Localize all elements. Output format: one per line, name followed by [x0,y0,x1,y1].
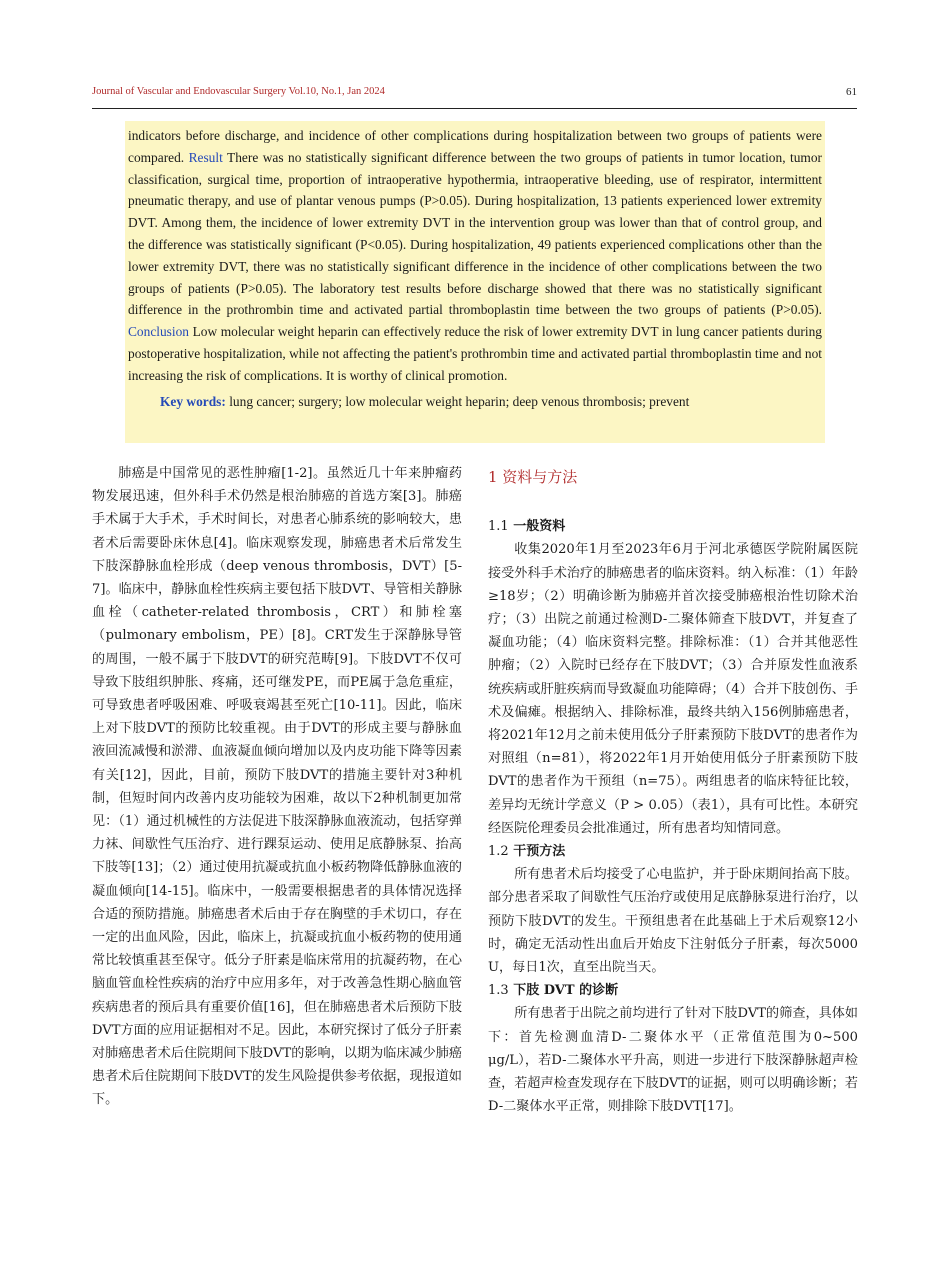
right-column [488,462,858,1118]
result-label: Result [188,149,223,165]
subsection-1-1-title: 一般资料 [513,519,566,535]
section-title-methods: 1 资料与方法 [488,468,578,486]
subsection-1-1-heading [488,515,858,538]
subsection-1-3-number: 1.3 [488,983,509,999]
result-text: There was no statistically significant difference between the two groups of patients in tumor location, tumor classification, surgical time, proportion of intraoperative hypothermia, intraoperative bleeding, use of respirator, intermittent pneumatic therapy, and use of plantar venous pumps (P>0.05). During hospitalization, 13 patients experienced lower extremity DVT. Among them, the incidence of lower extremity DVT in the intervention group was lower than that of control group, and the difference was statistically significant (P<0.05). During hospitalization, 49 patients experienced complications other than the lower extremity DVT, there was no statistically significant difference in the incidence of other complications between the two groups of patients (P>0.05). The laboratory test results before discharge showed that there was no statistically significant difference in the prothrombin time and activated partial thromboplastin time between the two groups of patients (P>0.05). [128,149,822,318]
page-number: 61 [846,86,857,98]
subsection-1-2-heading [488,840,858,863]
subsection-1-3-title: 下肢 DVT 的诊断 [513,983,619,999]
subsection-1-3-heading [488,979,858,1002]
intro-paragraph: 肺癌是中国常见的恶性肿瘤[1-2]。虽然近几十年来肿瘤药物发展迅速，但外科手术仍然是根治肺癌的首选方案[3]。肺癌手术属于大手术，手术时间长，对患者心肺系统的影响较大，患者术后需要卧床休息[4]。临床观察发现，肺癌患者术后常发生下肢深静脉血栓形成（deep venous thrombosis，DVT）[5-7]。临床中，静脉血栓性疾病主要包括下肢DVT、导管相关静脉血栓（catheter-related thrombosis，CRT）和肺栓塞（pulmonary embolism，PE）[8]。CRT发生于深静脉导管的周围，一般不属于下肢DVT的研究范畴[9]。下肢DVT不仅可导致下肢组织肿胀、疼痛，还可继发PE，而PE属于急危重症，可导致患者呼吸困难、呼吸衰竭甚至死亡[10-11]。因此，临床上对下肢DVT的预防比较重视。由于DVT的形成主要与静脉血液回流减慢和淤滞、血液凝血倾向增加以及内皮功能下降等因素有关[12]，因此，目前，预防下肢DVT的措施主要针对3种机制，但短时间内改善内皮功能较为困难，故以下2种机制更加常见：（1）通过机械性的方法促进下肢深静脉血液流动，包括穿弹力袜、间歇性气压治疗、进行踝泵运动、使用足底静脉泵、抬高下肢等[13]；（2）通过使用抗凝或抗血小板药物降低静脉血液的凝血倾向[14-15]。临床中，一般需要根据患者的具体情况选择合适的预防措施。肺癌患者术后由于存在胸壁的手术切口，存在一定的出血风险，因此，临床上，抗凝或抗血小板药物的使用通常比较慎重甚至保守。低分子肝素是临床常用的抗凝药物，在心脑血管血栓性疾病的治疗中应用多年，对于改善急性期心脑血管疾病患者的预后具有重要价值[16]，但在肺癌患者术后预防下肢DVT方面的应用证据相对不足。因此，本研究探讨了低分子肝素对肺癌患者术后住院期间下肢DVT的影响，以期为临床减少肺癌患者术后住院期间下肢DVT的发生风险提供参考依据，现报道如下。 [92,466,462,1108]
abstract-methods-tail: indicators before discharge, and incidence of other complications during hospitalization between two groups of patients were compared. [128,128,822,165]
conclusion-text: Low molecular weight heparin can effectively reduce the risk of lower extremity DVT in lung cancer patients during postoperative hospitalization, while not affecting the patient's prothrombin time and activated partial thromboplastin time and not increasing the risk of complications. It is worthy of clinical promotion. [128,324,822,383]
keywords-label: Key words: [160,393,226,409]
subsection-1-2-text: 所有患者术后均接受了心电监护，并于卧床期间抬高下肢。部分患者采取了间歇性气压治疗或使用足底静脉泵进行治疗，以预防下肢DVT的发生。干预组患者在此基础上于术后观察12小时，确定无活动性出血后开始皮下注射低分子肝素，每次5000 U，每日1次，直至出院当天。 [488,867,858,976]
subsection-1-1-number: 1.1 [488,519,509,535]
subsection-1-2-title: 干预方法 [513,844,566,860]
page-header [92,86,857,109]
abstract-box [125,121,825,443]
abstract-body [128,125,822,387]
subsection-1-3-text: 所有患者于出院之前均进行了针对下肢DVT的筛查，具体如下：首先检测血清D-二聚体水平（正常值范围为0~500 μg/L），若D-二聚体水平升高，则进一步进行下肢深静脉超声检查，若超声检查发现存在下肢DVT的证据，则可以明确诊断；若D-二聚体水平正常，则排除下肢DVT[17]。 [488,1006,858,1115]
journal-title: Journal of Vascular and Endovascular Surgery Vol.10, No.1, Jan 2024 [92,86,385,97]
subsection-1-2-number: 1.2 [488,844,509,860]
keywords-line [128,391,822,413]
keywords-text: lung cancer; surgery; low molecular weight heparin; deep venous thrombosis; prevent [229,393,690,409]
subsection-1-1-text: 收集2020年1月至2023年6月于河北承德医学院附属医院接受外科手术治疗的肺癌患者的临床资料。纳入标准：（1）年龄≥18岁；（2）明确诊断为肺癌并首次接受肺癌根治性切除术治疗；（3）出院之前通过检测D-二聚体筛查下肢DVT，并复查了凝血功能；（4）临床资料完整。排除标准：（1）合并其他恶性肿瘤；（2）入院时已经存在下肢DVT；（3）合并原发性血液系统疾病或肝脏疾病而导致凝血功能障碍；（4）合并下肢创伤、手术及偏瘫。根据纳入、排除标准，最终共纳入156例肺癌患者，将2021年12月之前未使用低分子肝素预防下肢DVT的患者作为对照组（n=81），将2022年1月开始使用低分子肝素预防下肢DVT的患者作为干预组（n=75）。两组患者的临床特征比较，差异均无统计学意义（P > 0.05）（表1），具有可比性。本研究经医院伦理委员会批准通过，所有患者均知情同意。 [488,542,858,836]
left-column [92,462,462,1112]
conclusion-label: Conclusion [128,324,190,340]
